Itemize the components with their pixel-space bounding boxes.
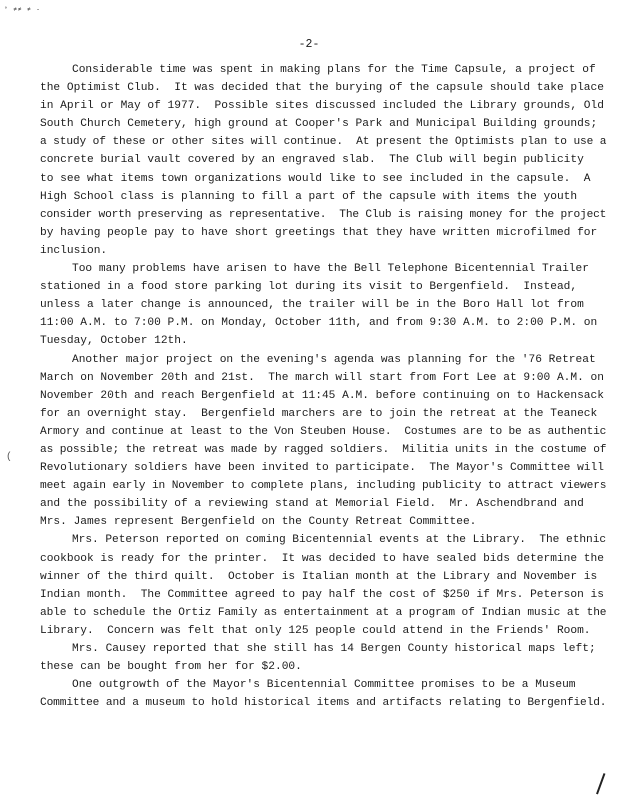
text-line: consider worth preserving as representative. The Club is raising money for the project bbox=[40, 208, 607, 221]
text-line: winner of the third quilt. October is Italian month at the Library and November is bbox=[40, 570, 598, 583]
page-number: -2- bbox=[298, 38, 320, 51]
text-line: these can be bought from her for $2.00. bbox=[40, 661, 302, 674]
text-line: the Optimist Club. It was decided that the burying of the capsule should take place bbox=[40, 82, 604, 95]
text-line: March on November 20th and 21st. The march will start from Fort Lee at 9:00 A.M. on bbox=[40, 371, 604, 384]
text-line: Mrs. James represent Bergenfield on the County Retreat Committee. bbox=[40, 516, 477, 529]
text-line: Mrs. Peterson reported on coming Bicentennial events at the Library. The ethnic bbox=[72, 534, 607, 547]
text-line: cookbook is ready for the printer. It was decided to have sealed bids determine the bbox=[40, 552, 604, 565]
document-body bbox=[40, 61, 606, 712]
text-line: to see what items town organizations would like to see included in the capsule. A bbox=[40, 172, 591, 185]
text-line: Too many problems have arisen to have the Bell Telephone Bicentennial Trailer bbox=[72, 263, 589, 276]
text-line: November 20th and reach Bergenfield at 11:45 A.M. before continuing on to Hackensack bbox=[40, 389, 604, 402]
text-line: South Church Cemetery, high ground at Cooper's Park and Municipal Building grounds; bbox=[40, 118, 598, 131]
text-line: Considerable time was spent in making plans for the Time Capsule, a project of bbox=[72, 64, 596, 76]
text-line: by having people pay to have short greetings that they have written microfilmed for bbox=[40, 226, 598, 239]
text-line: 11:00 A.M. to 7:00 P.M. on Monday, October 11th, and from 9:30 A.M. to 2:00 P.M. on bbox=[40, 317, 598, 330]
text-line: as possible; the retreat was made by ragged soldiers. Militia units in the costume of bbox=[40, 443, 607, 456]
text-line: and the possibility of a reviewing stand at Memorial Field. Mr. Aschendbrand and bbox=[40, 498, 584, 511]
margin-mark: ( bbox=[6, 452, 13, 463]
text-line: High School class is planning to fill a part of the capsule with items the youth bbox=[40, 190, 578, 203]
text-line: unless a later change is announced, the trailer will be in the Boro Hall lot from bbox=[40, 299, 584, 312]
text-line: Another major project on the evening's agenda was planning for the '76 Retreat bbox=[72, 353, 596, 366]
text-line: Library. Concern was felt that only 125 people could attend in the Friends' Room. bbox=[40, 624, 591, 637]
text-line: Tuesday, October 12th. bbox=[40, 335, 188, 348]
corner-scribble: ° ≠≠ ≠ - bbox=[4, 6, 41, 13]
text-line: for an overnight stay. Bergenfield marchers are to join the retreat at the Teaneck bbox=[40, 407, 598, 420]
text-line: Armory and continue at least to the Von Steuben House. Costumes are to be as authentic bbox=[40, 425, 607, 438]
text-line: concrete burial vault covered by an engraved slab. The Club will begin publicity bbox=[40, 154, 584, 167]
text-line: inclusion. bbox=[40, 244, 108, 257]
text-line: Mrs. Causey reported that she still has 14 Bergen County historical maps left; bbox=[72, 643, 596, 655]
text-line: in April or May of 1977. Possible sites discussed included the Library grounds, Old bbox=[40, 100, 604, 113]
text-line: Committee and a museum to hold historical items and artifacts relating to Bergenfield. bbox=[40, 697, 607, 710]
text-line: a study of these or other sites will continue. At present the Optimists plan to use a bbox=[40, 136, 607, 149]
text-line: Indian month. The Committee agreed to pay half the cost of $250 if Mrs. Peterson is bbox=[40, 588, 604, 601]
text-line: One outgrowth of the Mayor's Bicentennial Committee promises to be a Museum bbox=[72, 679, 576, 692]
text-line: meet again early in November to complete plans, including publicity to attract viewers bbox=[40, 480, 607, 493]
page-corner-slash bbox=[596, 773, 605, 794]
text-line: stationed in a food store parking lot during its visit to Bergenfield. Instead, bbox=[40, 281, 578, 294]
text-line: Revolutionary soldiers have been invited to participate. The Mayor's Committee will bbox=[40, 462, 604, 475]
text-line: able to schedule the Ortiz Family as entertainment at a program of Indian music at the bbox=[40, 606, 607, 619]
